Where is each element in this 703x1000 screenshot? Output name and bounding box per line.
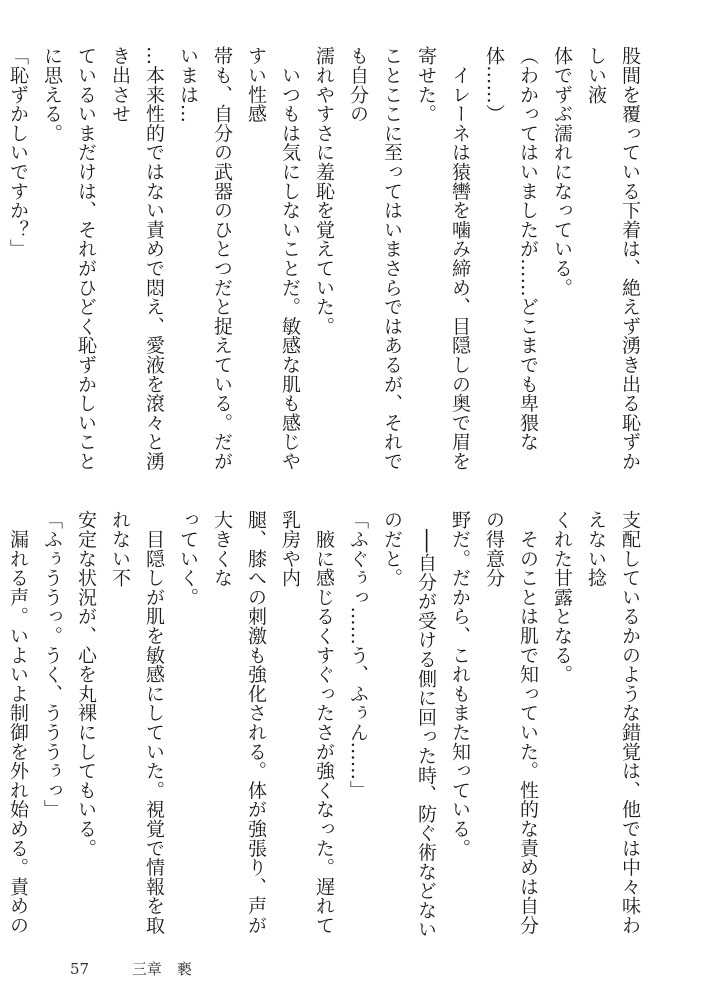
lower-text-line: そのことは肌で知っていた。性的な責めは自分の得意分 xyxy=(483,510,539,935)
upper-text-line xyxy=(0,46,1,476)
upper-text-line: …本来性的ではない責めで悶え、愛液を滾々と湧き出させ xyxy=(109,46,165,471)
page-footer xyxy=(70,958,230,979)
lower-text-line: 野だ。だから、これもまた知っている。 xyxy=(449,510,471,858)
lower-text-block xyxy=(7,510,647,940)
upper-text-line: 帯も、自分の武器のひとつだと捉えている。だがいまは… xyxy=(177,46,233,471)
lower-text-line: 腿、膝への刺激も強化される。体が強張り、声が大きくな xyxy=(211,510,267,935)
upper-text-line: 濡れやすさに羞恥を覚えていた。 xyxy=(313,46,335,336)
lower-text-line: ──自分が受ける側に回った時、防ぐ術などないのだと。 xyxy=(381,510,437,939)
upper-text-line: 股間を覆っている下着は、絶えず湧き出る恥ずかしい液 xyxy=(585,46,641,471)
lower-text-line: 「ふぅううっ。うく、うううぅっ」 xyxy=(41,510,63,819)
lower-text-line: っていく。 xyxy=(177,510,199,607)
upper-text-line: ているいまだけは、それがひどく恥ずかしいことに思える。 xyxy=(41,46,97,471)
chapter-title: 三章 褻 xyxy=(131,960,192,978)
upper-text-line: ことここに至ってはいまさらではあるが、それでも自分の xyxy=(347,46,403,471)
upper-text-block xyxy=(7,46,647,476)
lower-text-line: 目隠しが肌を敏感にしていた。視覚で情報を取れない不 xyxy=(109,510,165,935)
page-number: 57 xyxy=(70,960,90,978)
lower-text-line: 腋に感じるくすぐったさが強くなった。遅れて乳房や内 xyxy=(279,510,335,935)
lower-text-line: 支配しているかのような錯覚は、他では中々味わえない捻 xyxy=(585,510,641,935)
upper-text-line: いつもは気にしないことだ。敏感な肌も感じやすい性感 xyxy=(245,46,301,471)
upper-text-line: イレーネは猿轡を噛み締め、目隠しの奥で眉を寄せた。 xyxy=(415,46,471,471)
upper-text-line: 「恥ずかしいですか？」 xyxy=(7,46,29,259)
upper-text-line: （わかってはいましたが……どこまでも卑猥な体……） xyxy=(483,46,539,452)
lower-text-line: くれた甘露となる。 xyxy=(551,510,573,684)
lower-text-line: 漏れる声。いよいよ制御を外れ始める。責めの xyxy=(7,529,29,935)
lower-text-line: 「ふぐぅっ……う、ふぅん……」 xyxy=(347,510,369,800)
lower-text-line: 安定な状況が、心を丸裸にしてもいる。 xyxy=(75,510,97,858)
upper-text-line: 体でずぶ濡れになっている。 xyxy=(551,46,573,297)
